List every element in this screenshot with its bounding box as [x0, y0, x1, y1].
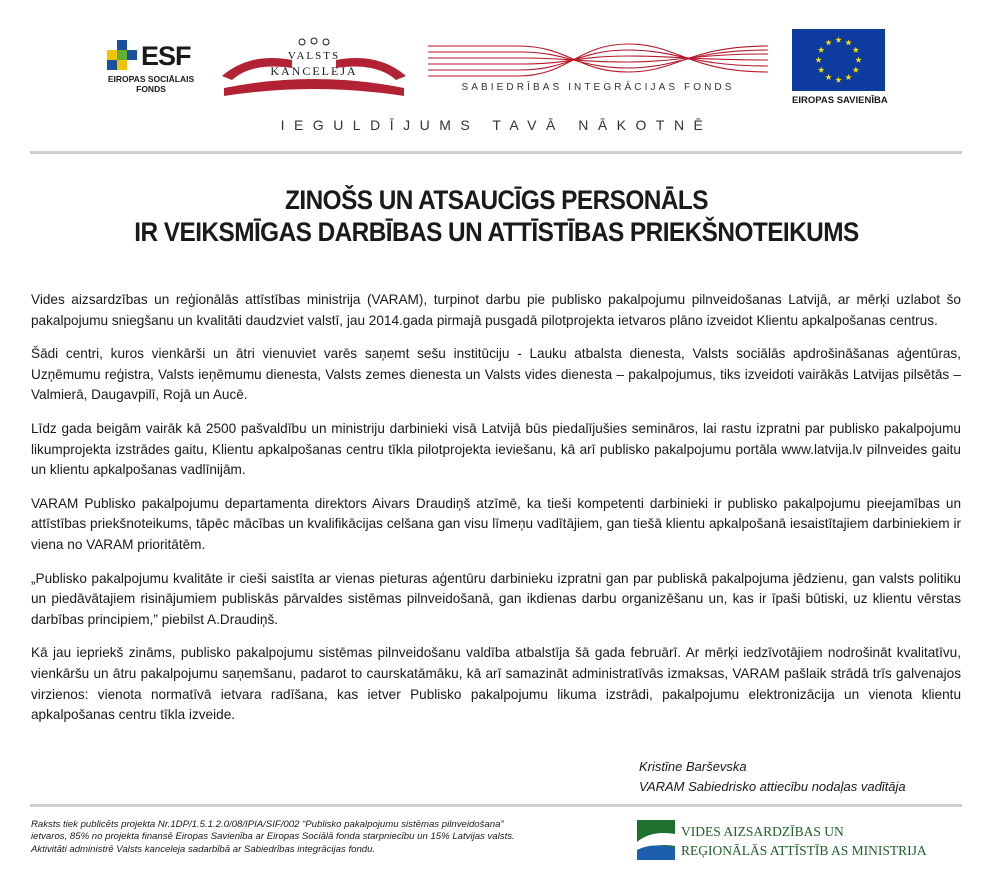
article-title [40, 184, 954, 248]
footnote [31, 819, 601, 856]
esf-subtitle [103, 74, 199, 94]
eu-star [853, 47, 859, 53]
eu-star [845, 74, 851, 80]
footnote-line2: ietvaros, 85% no projekta finansē Eiropas Savienība ar Eiropas Sociālā fonda starpniecību un 15% Latvijas valsts. [31, 831, 515, 843]
eu-star [845, 39, 851, 45]
sif-wave-icon [428, 40, 768, 80]
sif-logo [428, 40, 768, 96]
esf-logo [103, 40, 199, 102]
sif-name: SABIEDRĪBAS INTEGRĀCIJAS FONDS [461, 82, 735, 93]
esf-wordmark: ESF [141, 41, 191, 71]
esf-subtitle-line2: FONDS [136, 84, 166, 94]
varam-line1: VIDES AIZSARDZĪBAS UN [681, 824, 844, 839]
paragraph: VARAM Publisko pakalpojumu departamenta direktors Aivars Draudiņš atzīmē, ka tieši kompetenti darbinieki ir publisko pakalpojumu pieejamības un attīstības priekšnoteikums, tāpēc mācības un kvalifikācijas celšana gan visu līmeņu vadītājiem, gan tiešā klientu apkalpošanā iesaistītajiem darbiniekiem ir viena no VARAM prioritātēm. [31, 495, 961, 552]
varam-mark-icon [637, 820, 675, 860]
esf-subtitle-line1: EIROPAS SOCIĀLAIS [107, 74, 195, 84]
logo-strip [0, 26, 993, 108]
paragraph: Vides aizsardzības un reģionālās attīstības ministrija (VARAM), turpinot darbu pie publisko pakalpojumu pilnveidošanas Latvijā, ar mērķi uzlabot šo pakalpojumu sniegšanu un kvalitāti daudzviet valstī, jau 2014.gada pirmajā pusgadā pilotprojekta ietvaros plāno izveidot Klientu apkalpošanas centrus. [31, 292, 961, 328]
eu-star [853, 67, 859, 73]
divider-top [30, 151, 962, 154]
varam-name [681, 822, 927, 860]
eu-star [815, 57, 821, 63]
footnote-line3: Aktivitāti administrē Valsts kanceleja sadarbībā ar Sabiedrības integrācijas fondu. [31, 843, 376, 855]
eu-star [855, 57, 861, 63]
vk-line2: KANCELEJA [270, 64, 358, 78]
title-line1: ZINOŠS UN ATSAUCĪGS PERSONĀLS [285, 185, 708, 215]
eu-name: EIROPAS SAVIENĪBA [792, 95, 888, 106]
paragraph: Kā jau iepriekš zināms, publisko pakalpojumu sistēmas pilnveidošanu valdība atbalstīja šā gada februārī. Ar mērķi iedzīvotājiem nodrošināt kvalitatīvu, vienkāršu un ātru pakalpojumu saņemšanu, padarot to caurskatāmāku, kā arī samazināt administratīvās izmaksas, VARAM pašlaik strādā trīs galvenajos virzienos: vienota normatīvā ietvara radīšana, kas ietver Publisko pakalpojumu likuma izstrādi, pakalpojumu elektronizācija un vienota klientu apkalpošanas centru tīkla izveide. [31, 645, 961, 723]
valsts-kanceleja-logo [220, 36, 408, 102]
eu-star [818, 47, 824, 53]
eu-star [835, 37, 841, 43]
signature-role: VARAM Sabiedrisko attiecību nodaļas vadītāja [639, 779, 906, 794]
eu-star [835, 77, 841, 83]
esf-mark-icon [107, 40, 143, 70]
eu-star [825, 39, 831, 45]
eu-logo [792, 29, 886, 107]
eu-star [825, 74, 831, 80]
divider-bottom [30, 804, 962, 807]
paragraph: „Publisko pakalpojumu kvalitāte ir cieši saistīta ar vienas pieturas aģentūru darbinieku izpratni gan par publiskā pakalpojuma jēdzienu, gan valsts politiku un piedāvātajiem risinājumiem publiskās pārvaldes sistēmas pilnveidošanā, gan ikdienas darbu organizēšanu un, kas ir īpaši būtiski, uz klientu vērstas darbības principiem,” piebilst A.Draudiņš. [31, 570, 961, 627]
eu-star [818, 67, 824, 73]
paragraph: Šādi centri, kuros vienkārši un ātri vienuviet varēs saņemt sešu institūciju - Lauku atbalsta dienesta, Valsts sociālās apdrošināšanas aģentūras, Uzņēmumu reģistra, Valsts ieņēmumu dienesta, Valsts zemes dienesta un Valsts vides dienesta – pakalpojumus, tiks izveidoti vairākās Latvijas pilsētās – Valmierā, Daugavpilī, Rojā un Aucē. [31, 346, 961, 403]
vk-line1: VALSTS [287, 50, 341, 62]
footnote-line1: Raksts tiek publicēts projekta Nr.1DP/1.5.1.2.0/08/IPIA/SIF/002 “Publisko pakalpojumu sistēmas pilnveidošana” [31, 819, 504, 830]
article-body [31, 290, 961, 739]
signature-name: Kristīne Barševska [639, 759, 747, 774]
varam-line2: REĢIONĀLĀS ATTĪSTĪB AS MINISTRIJA [681, 843, 927, 858]
paragraph: Līdz gada beigām vairāk kā 2500 pašvaldību un ministriju darbinieki visā Latvijā būs piedalījušies semināros, lai rastu izpratni par publisko pakalpojumu likumprojekta izstrādes gaitu, Klientu apkalpošanas centru tīkla pilotprojekta ieviešanu, kā arī publisko pakalpojumu portāla www.latvija.lv pilnveides gaitu un klientu apkalpošanas vadlīnijām. [31, 420, 961, 478]
eu-stars-icon [792, 29, 885, 91]
eu-flag [792, 29, 885, 91]
signature [639, 757, 969, 797]
varam-logo [637, 820, 957, 864]
tagline: IEGULDĪJUMS TAVĀ NĀKOTNĒ [280, 117, 713, 133]
title-line2: IR VEIKSMĪGAS DARBĪBAS UN ATTĪSTĪBAS PRIEKŠNOTEIKUMS [134, 217, 859, 247]
